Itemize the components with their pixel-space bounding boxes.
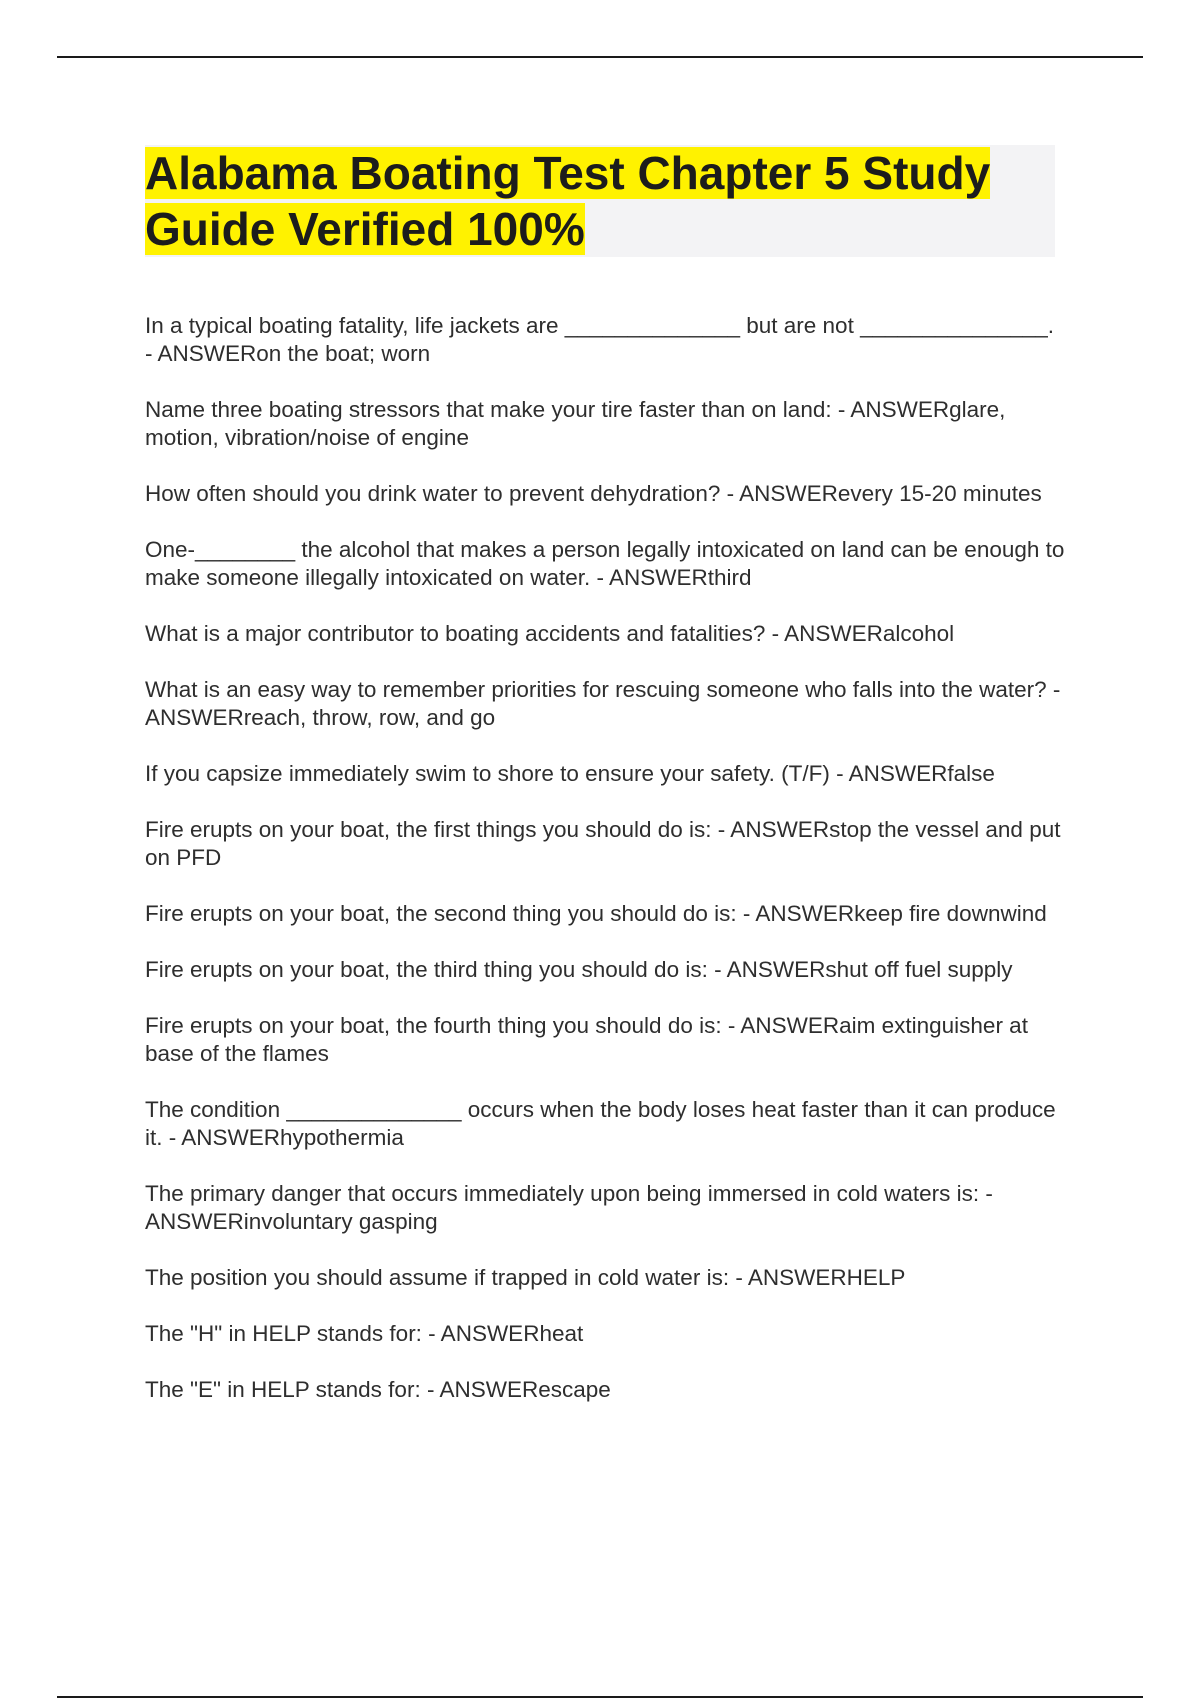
qa-item: Fire erupts on your boat, the fourth thing you should do is: - ANSWERaim extinguisher at base of the flames bbox=[145, 1013, 1035, 1066]
qa-item: Fire erupts on your boat, the first things you should do is: - ANSWERstop the vessel and put on PFD bbox=[145, 817, 1067, 870]
qa-item: If you capsize immediately swim to shore to ensure your safety. (T/F) - ANSWERfalse bbox=[145, 761, 995, 786]
qa-item: What is an easy way to remember priorities for rescuing someone who falls into the water? - ANSWERreach, throw, row, and go bbox=[145, 677, 1066, 730]
qa-item: In a typical boating fatality, life jackets are ______________ but are not _______________. - ANSWERon the boat; worn bbox=[145, 313, 1061, 366]
top-rule bbox=[57, 56, 1143, 58]
qa-item: One-________ the alcohol that makes a person legally intoxicated on land can be enough to make someone illegally intoxicated on water. - ANSWERthird bbox=[145, 537, 1071, 590]
qa-item: Fire erupts on your boat, the second thing you should do is: - ANSWERkeep fire downwind bbox=[145, 901, 1047, 926]
qa-item: The primary danger that occurs immediately upon being immersed in cold waters is: - ANSWERinvoluntary gasping bbox=[145, 1181, 998, 1234]
qa-item: The "E" in HELP stands for: - ANSWERescape bbox=[145, 1377, 611, 1402]
qa-item: What is a major contributor to boating accidents and fatalities? - ANSWERalcohol bbox=[145, 621, 955, 646]
bottom-rule bbox=[57, 1696, 1143, 1698]
qa-item: Name three boating stressors that make your tire faster than on land: - ANSWERglare, motion, vibration/noise of engine bbox=[145, 397, 1012, 450]
qa-item: The "H" in HELP stands for: - ANSWERheat bbox=[145, 1321, 584, 1346]
document-title bbox=[145, 145, 1055, 257]
title-block bbox=[145, 145, 1055, 257]
document-title-text: Alabama Boating Test Chapter 5 Study Guide Verified 100% bbox=[145, 147, 991, 255]
qa-item: Fire erupts on your boat, the third thing you should do is: - ANSWERshut off fuel supply bbox=[145, 957, 1013, 982]
qa-list bbox=[145, 312, 1071, 1432]
qa-item: The condition ______________ occurs when the body loses heat faster than it can produce it. - ANSWERhypothermia bbox=[145, 1097, 1062, 1150]
qa-item: The position you should assume if trapped in cold water is: - ANSWERHELP bbox=[145, 1265, 906, 1290]
qa-item: How often should you drink water to prevent dehydration? - ANSWERevery 15-20 minutes bbox=[145, 481, 1042, 506]
